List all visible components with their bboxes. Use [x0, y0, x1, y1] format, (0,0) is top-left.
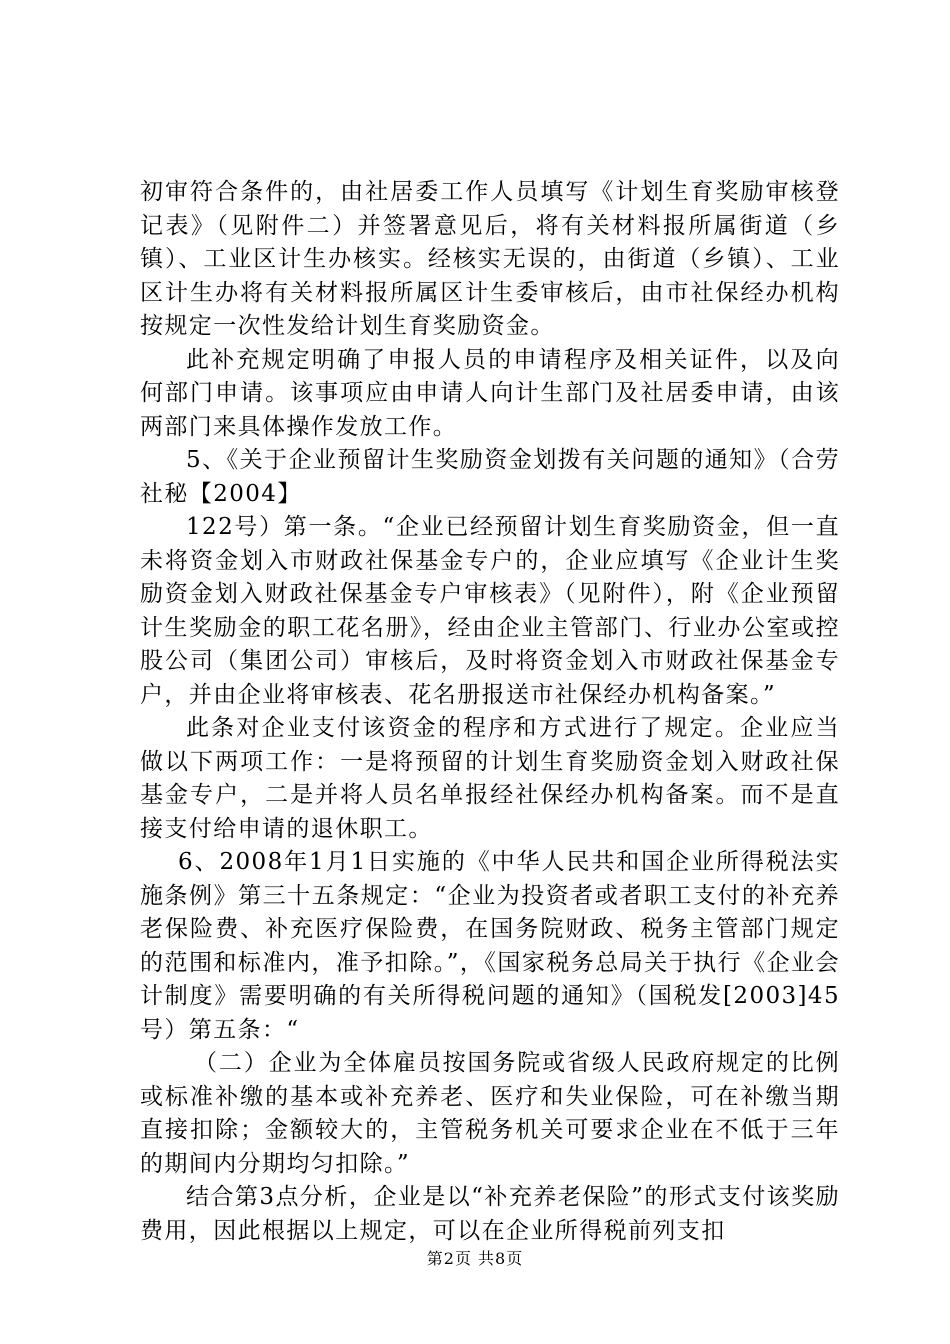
paragraph-tax-regulation: 6、2008年1月1日实施的《中华人民共和国企业所得税法实施条例》第三十五条规定：“企业为投资者或者职工支付的补充养老保险费、补充医疗保险费，在国务院财政、税务主管部门规定的范围和标准内，准予扣除。”，《国家税务总局关于执行《企业会计制度》需要明确的有关所得税问题的通知》（国税发[2003]45号）第五条：“: [140, 849, 840, 1043]
document-body: [140, 176, 840, 1248]
paragraph-tax-clause-two: （二）企业为全体雇员按国务院或省级人民政府规定的比例或标准补缴的基本或补充养老、医疗和失业保险，可在补缴当期直接扣除；金额较大的，主管税务机关可要求企业在不低于三年的期间内分期均匀扣除。”: [140, 1050, 840, 1177]
page-number-footer: 第2页 共8页: [426, 1249, 524, 1268]
paragraph-article-one: 122号）第一条。“企业已经预留计划生育奖励资金，但一直未将资金划入市财政社保基金专户的，企业应填写《企业计生奖励资金划入财政社保基金专户审核表》（见附件），附《企业预留计生奖励金的职工花名册》，经由企业主管部门、行业办公室或控股公司（集团公司）审核后，及时将资金划入市财政社保基金专户，并由企业将审核表、花名册报送市社保经办机构备案。”: [140, 514, 840, 708]
paragraph-notice-title: 5、《关于企业预留计生奖励资金划拨有关问题的通知》（合劳社秘【2004】: [140, 447, 840, 507]
paragraph-approval-process: 初审符合条件的，由社居委工作人员填写《计划生育奖励审核登记表》（见附件二）并签署意见后，将有关材料报所属街道（乡镇）、工业区计生办核实。经核实无误的，由街道（乡镇）、工业区计生办将有关材料报所属区计生委审核后，由市社保经办机构按规定一次性发给计划生育奖励资金。: [140, 179, 840, 339]
paragraph-supplement-analysis: 此补充规定明确了申报人员的申请程序及相关证件，以及向何部门申请。该事项应由申请人向计生部门及社居委申请，由该两部门来具体操作发放工作。: [140, 346, 840, 440]
paragraph-payment-analysis: 此条对企业支付该资金的程序和方式进行了规定。企业应当做以下两项工作：一是将预留的计划生育奖励资金划入财政社保基金专户，二是并将人员名单报经社保经办机构备案。而不是直接支付给申请的退休职工。: [140, 715, 840, 842]
paragraph-conclusion: 结合第3点分析，企业是以“补充养老保险”的形式支付该奖励费用，因此根据以上规定，可以在企业所得税前列支扣: [140, 1184, 840, 1244]
